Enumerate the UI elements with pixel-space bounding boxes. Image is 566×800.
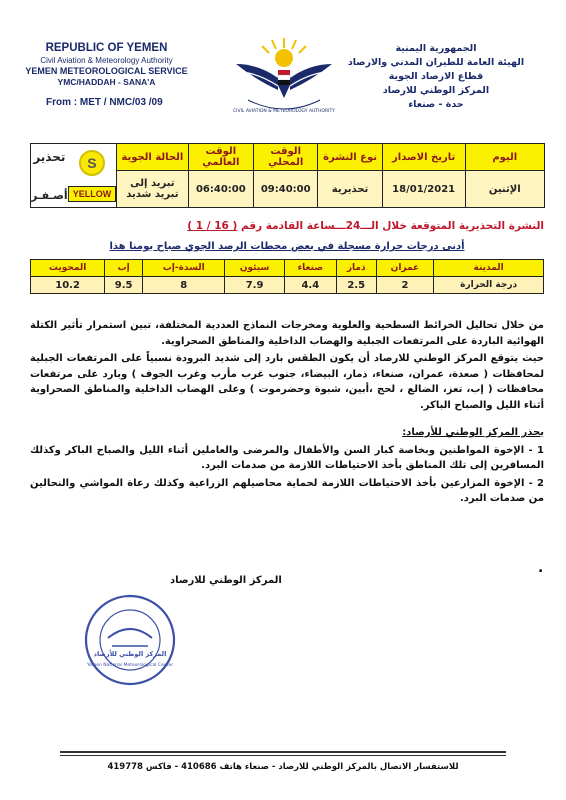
signature-label: المركز الوطني للارصاد	[170, 575, 282, 586]
temp-header-cell: المحويت	[31, 260, 105, 277]
bulletin-number-line	[30, 220, 544, 232]
header-en-line: YMC/HADDAH - SANA'A	[57, 77, 156, 87]
header-weather-state: الحالة الجوية	[117, 144, 188, 171]
value-utc-time: 06:40:00	[188, 171, 254, 208]
temp-value-cell: 10.2	[31, 277, 105, 294]
header-day: اليوم	[465, 144, 545, 171]
header-english	[14, 42, 199, 87]
from-reference: From : MET / NMC/03 /09	[46, 97, 163, 108]
temp-value-cell: درجة الحرارة	[434, 277, 544, 294]
bulletin-number: ( 16 / 1 )	[187, 220, 238, 232]
header-local-time: الوقت المحلي	[254, 144, 318, 171]
temperature-table	[30, 259, 544, 294]
bulletin-body	[30, 318, 544, 509]
temp-value-cell: 2.5	[336, 277, 376, 294]
value-issue-date: 18/01/2021	[382, 171, 465, 208]
header-en-line: YEMEN METEOROLOGICAL SERVICE	[25, 66, 188, 76]
value-day: الإثنين	[465, 171, 545, 208]
official-stamp-icon	[80, 590, 180, 690]
footer-contact: للاستفسار الاتصال بالمركز الوطني للارصاد - صنعاء هاتف 410686 - فاكس 419778	[107, 762, 459, 772]
warning-title: تحذير	[33, 149, 66, 164]
header-ar-line: الهيئة العامة للطيران المدني والارصاد	[347, 57, 525, 68]
footer-rule	[60, 751, 506, 753]
body-paragraph: يحذر المركز الوطني للأرصاد:	[402, 427, 544, 438]
temp-value-cell: 4.4	[284, 277, 336, 294]
temp-header-cell: ذمار	[336, 260, 376, 277]
temp-header-cell: صنعاء	[284, 260, 336, 277]
temp-header-cell: السدة-إب	[143, 260, 225, 277]
body-paragraph: 1 - الإخوة المواطنين وبخاصة كبار السن والأطفال والمرضى والعاملين أثناء الليل والصباح الباكر وكذلك المسافرين إلى تلك المناطق بأخذ الاحتياطات اللازمة من صدمات البرد.	[30, 444, 544, 471]
value-local-time: 09:40:00	[254, 171, 318, 208]
stamp-text-ar: المركز الوطني للأرصاد	[93, 650, 167, 658]
header-bulletin-type: نوع النشرة	[318, 144, 383, 171]
warning-cell	[31, 144, 117, 208]
temp-header-cell: عمران	[376, 260, 434, 277]
header-utc-time: الوقت العالمي	[188, 144, 254, 171]
temp-value-cell: 7.9	[225, 277, 284, 294]
header-ar-line: حدة - صنعاء	[408, 99, 464, 110]
header-en-line: REPUBLIC OF YEMEN	[45, 42, 168, 54]
header-ar-line: الجمهورية اليمنية	[395, 43, 477, 54]
temp-value-cell: 2	[376, 277, 434, 294]
warning-badge-icon: S	[79, 150, 105, 176]
value-bulletin-type: تحذيرية	[318, 171, 383, 208]
bulletin-line-text: النشرة التحذيرية المتوقعة خلال الـــ24ـــساعة القادمة رقم	[240, 220, 544, 232]
temp-header-cell: المدينة	[434, 260, 544, 277]
temp-value-cell: 9.5	[105, 277, 143, 294]
authority-logo-icon	[228, 34, 340, 120]
header-arabic	[336, 42, 536, 112]
header-ar-line: المركز الوطني للارصاد	[382, 85, 490, 96]
footer-rule	[60, 755, 506, 756]
header-en-line: Civil Aviation & Meteorology Authority	[40, 56, 173, 65]
bulletin-info-table	[30, 143, 545, 208]
warning-level-ar: أصـفـر	[31, 188, 68, 202]
temp-header-cell: إب	[105, 260, 143, 277]
temp-header-cell: سيئون	[225, 260, 284, 277]
temp-value-cell: 8	[143, 277, 225, 294]
body-paragraph: حيث يتوقع المركز الوطني للارصاد أن يكون الطقس بارد إلى شديد البرودة نسبياً على المرتفعات الجبلية لمحافظات ( صعدة، عمران، صنعاء، ذمار، البيضاء، جنوب غرب مأرب وغرب الجوف ) وبارد على مرتفعات محافظات ( إب، تعز، الضالع ، لحج ،أبين، شبوة وحضرموت ) وعلى الهضاب الداخلية والمناطق الصحراوية أثناء الليل والصباح الباكر.	[30, 353, 544, 411]
body-paragraph: من خلال تحاليل الخرائط السطحية والعلوية ومخرجات النماذج العددية المختلفة، تبين استمرار تأثير الكتلة الهوائية الباردة على المرتفعات الجبلية والهضاب الداخلية والمناطق الصحراوية.	[30, 320, 544, 347]
body-paragraph: 2 - الإخوة المزارعين بأخذ الاحتياطات اللازمة لحماية محاصيلهم الزراعية وكذلك رعاة المواشي والنحالين من صدمات البرد.	[30, 477, 544, 504]
warning-level-en: YELLOW	[68, 186, 117, 202]
dot-mark: .	[538, 560, 544, 576]
temps-title: أدنى درجات حرارة مسجلة في بعض محطات الرصد الجوي صباح يومنا هذا	[109, 241, 465, 252]
stamp-text-en: Yemen National Meteorological Center	[86, 663, 174, 668]
value-weather-state: تبريد إلى تبريد شديد	[117, 171, 188, 208]
logo-caption: CIVIL AVIATION & METEOROLOGY AUTHORITY	[233, 109, 335, 114]
header-issue-date: تاريخ الاصدار	[382, 144, 465, 171]
header-ar-line: قطاع الارصاد الجوية	[388, 71, 484, 82]
